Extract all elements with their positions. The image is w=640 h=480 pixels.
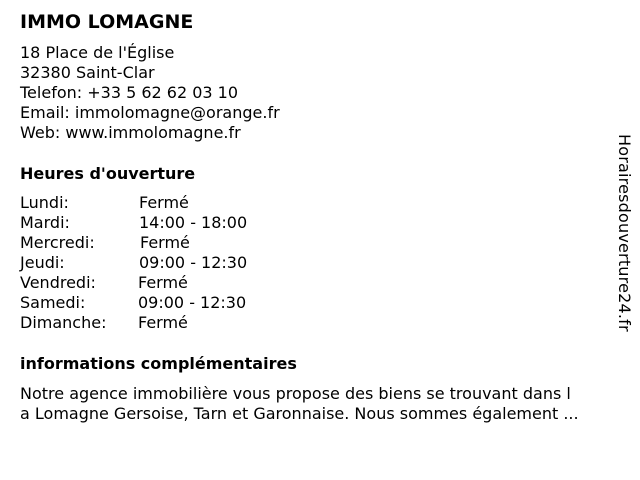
opening-hours-heading: Heures d'ouverture: [20, 164, 196, 183]
phone-text: Telefon: +33 5 62 62 03 10: [20, 83, 239, 102]
day-label: Mardi:: [20, 213, 70, 232]
email-text: Email: immolomagne@orange.fr: [20, 103, 280, 122]
day-label: Dimanche:: [20, 313, 107, 332]
address-line-street: 18 Place de l'Église: [20, 43, 175, 62]
description-line: a Lomagne Gersoise, Tarn et Garonnaise. Nous sommes également ...: [20, 404, 579, 423]
address-line-city: 32380 Saint-Clar: [20, 63, 155, 82]
day-hours: Fermé: [138, 313, 188, 332]
additional-info-heading: informations complémentaires: [20, 354, 297, 373]
day-hours: 09:00 - 12:30: [138, 293, 247, 312]
day-label: Mercredi:: [20, 233, 95, 252]
day-label: Lundi:: [20, 193, 69, 212]
business-name: IMMO LOMAGNE: [20, 11, 194, 33]
day-hours: Fermé: [140, 233, 190, 252]
day-label: Jeudi:: [20, 253, 65, 272]
day-label: Samedi:: [20, 293, 86, 312]
day-label: Vendredi:: [20, 273, 96, 292]
day-hours: 14:00 - 18:00: [139, 213, 248, 232]
contact-block: [20, 43, 280, 143]
day-hours: 09:00 - 12:30: [139, 253, 248, 272]
description-line: Notre agence immobilière vous propose des biens se trouvant dans l: [20, 384, 571, 403]
day-hours: Fermé: [138, 273, 188, 292]
additional-info-text: [20, 384, 625, 424]
site-watermark: Horairesdouverture24.fr: [615, 134, 634, 332]
day-hours: Fermé: [139, 193, 189, 212]
website-text: Web: www.immolomagne.fr: [20, 123, 241, 142]
